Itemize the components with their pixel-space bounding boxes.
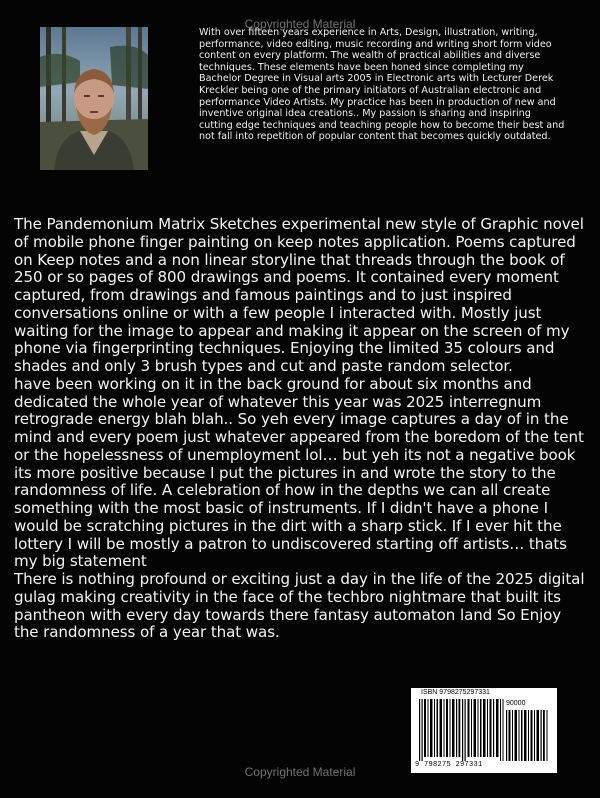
author-portrait-image [40, 27, 148, 170]
book-description [14, 216, 586, 642]
author-photo [40, 27, 148, 170]
watermark-top: Copyrighted Material [244, 17, 356, 31]
isbn-label: ISBN 9798275297331 [421, 689, 490, 696]
watermark-bottom: Copyrighted Material [244, 765, 356, 779]
isbn-barcode [411, 688, 557, 773]
author-bio: With over fifteen years experience in Arts, Design, illustration, writing, performance, video editing, music recording and writing short form video content on every platform. The wealth of practical abilities and diverse techniques. These elements have been honed since completing my Bachelor Degree in Visual arts 2005 in Electronic arts with Lecturer Derek Kreckler being one of the primary initiators of Australian electronic and performance Video Artists. My practice has been in production of new and inventive original idea creations.. My passion is sharing and inspiring cutting edge techniques and teaching people how to become their best and not fall into repetition of popular content that becomes quickly outdated. [199, 27, 565, 143]
description-paragraph-1: The Pandemonium Matrix Sketches experimental new style of Graphic novel of mobile phone finger painting on keep notes application. Poems captured on Keep notes and a non linear storyline that threads through the book of 250 or so pages of 800 drawings and poems. It contained every moment captured, from drawings and famous paintings and to just inspired conversations online or with a few people I interacted with. Mostly just waiting for the image to appear and making it appear on the screen of my phone via fingerprinting techniques. Enjoying the limited 35 colours and shades and only 3 brush types and cut and paste random selector. [14, 215, 584, 375]
description-paragraph-3: There is nothing profound or exciting just a day in the life of the 2025 digital gulag making creativity in the face of the techbro nightmare that built its pantheon with every day towards there fantasy automaton land So Enjoy the randomness of a year that was. [14, 570, 585, 642]
description-paragraph-2: have been working on it in the back ground for about six months and dedicated the whole year of whatever this year was 2025 interregnum retrograde energy blah blah.. So yeh every image captures a day of in the mind and every poem just whatever appeared from the boredom of the tent or the hopelessness of unemployment lol… but yeh its not a negative book its more positive because I put the pictures in and wrote the story to the randomness of life. A celebration of how in the depths we can all create something with the most basic of instruments. If I didn't have a phone I would be scratching pictures in the dirt with a sharp stick. If I ever hit the lottery I will be mostly a patron to undiscovered starting off artists… thats my big statement [14, 374, 584, 571]
barcode-digits: 9 798275 297331 [415, 761, 483, 769]
price-code: 90000 [506, 700, 526, 707]
